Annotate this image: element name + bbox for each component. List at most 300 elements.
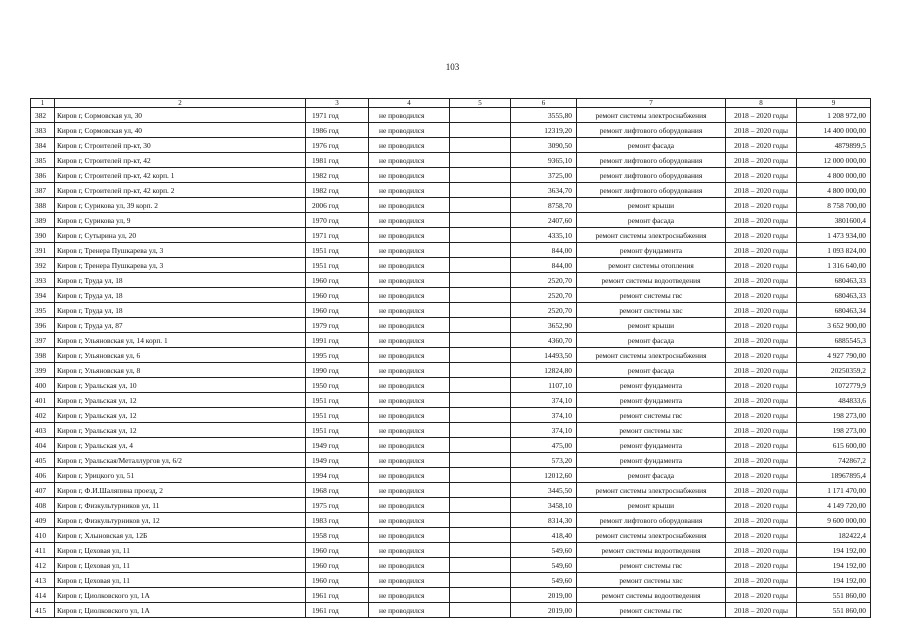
build-year-cell: 1960 год xyxy=(306,303,369,318)
work-type-cell: ремонт системы электроснабжения xyxy=(577,483,726,498)
address-cell: Киров г, Физкультурников ул, 12 xyxy=(55,513,306,528)
address-cell: Киров г, Ульяновская ул, 8 xyxy=(55,363,306,378)
area-cell: 3652,90 xyxy=(511,318,577,333)
last-repair-cell: не проводился xyxy=(369,573,450,588)
area-cell: 2520,70 xyxy=(511,303,577,318)
row-number: 408 xyxy=(31,498,55,513)
cost-cell: 14 400 000,00 xyxy=(797,123,871,138)
row-number: 397 xyxy=(31,333,55,348)
row-number: 386 xyxy=(31,168,55,183)
work-type-cell: ремонт системы гвс xyxy=(577,288,726,303)
last-repair-cell: не проводился xyxy=(369,393,450,408)
row-number: 406 xyxy=(31,468,55,483)
address-cell: Киров г, Уральская ул, 12 xyxy=(55,423,306,438)
last-repair-cell: не проводился xyxy=(369,528,450,543)
area-cell: 549,60 xyxy=(511,558,577,573)
last-repair-cell: не проводился xyxy=(369,138,450,153)
period-cell: 2018 – 2020 годы xyxy=(726,423,797,438)
capital-repair-table xyxy=(30,98,871,618)
row-number: 394 xyxy=(31,288,55,303)
row-number: 405 xyxy=(31,453,55,468)
last-repair-cell: не проводился xyxy=(369,318,450,333)
period-cell: 2018 – 2020 годы xyxy=(726,363,797,378)
area-cell: 4335,10 xyxy=(511,228,577,243)
table-row xyxy=(31,333,871,348)
empty-cell xyxy=(450,588,511,603)
period-cell: 2018 – 2020 годы xyxy=(726,108,797,123)
cost-cell: 680463,34 xyxy=(797,303,871,318)
empty-cell xyxy=(450,483,511,498)
area-cell: 4360,70 xyxy=(511,333,577,348)
cost-cell: 1 093 824,00 xyxy=(797,243,871,258)
work-type-cell: ремонт крыши xyxy=(577,198,726,213)
last-repair-cell: не проводился xyxy=(369,153,450,168)
last-repair-cell: не проводился xyxy=(369,558,450,573)
build-year-cell: 1995 год xyxy=(306,348,369,363)
empty-cell xyxy=(450,333,511,348)
cost-cell: 182422,4 xyxy=(797,528,871,543)
table-row xyxy=(31,273,871,288)
period-cell: 2018 – 2020 годы xyxy=(726,243,797,258)
row-number: 382 xyxy=(31,108,55,123)
work-type-cell: ремонт лифтового оборудования xyxy=(577,513,726,528)
row-number: 411 xyxy=(31,543,55,558)
table-row xyxy=(31,288,871,303)
area-cell: 573,20 xyxy=(511,453,577,468)
cost-cell: 12 000 000,00 xyxy=(797,153,871,168)
row-number: 392 xyxy=(31,258,55,273)
cost-cell: 18967895,4 xyxy=(797,468,871,483)
cost-cell: 6885545,3 xyxy=(797,333,871,348)
build-year-cell: 1960 год xyxy=(306,288,369,303)
empty-cell xyxy=(450,258,511,273)
period-cell: 2018 – 2020 годы xyxy=(726,378,797,393)
work-type-cell: ремонт фасада xyxy=(577,363,726,378)
address-cell: Киров г, Ульяновская ул, 14 корп. 1 xyxy=(55,333,306,348)
last-repair-cell: не проводился xyxy=(369,513,450,528)
cost-cell: 3801600,4 xyxy=(797,213,871,228)
cost-cell: 194 192,00 xyxy=(797,573,871,588)
row-number: 410 xyxy=(31,528,55,543)
column-header: 5 xyxy=(450,99,511,108)
period-cell: 2018 – 2020 годы xyxy=(726,273,797,288)
work-type-cell: ремонт системы гвс xyxy=(577,558,726,573)
empty-cell xyxy=(450,228,511,243)
row-number: 393 xyxy=(31,273,55,288)
empty-cell xyxy=(450,408,511,423)
table-row xyxy=(31,573,871,588)
address-cell: Киров г, Тренера Пушкарева ул, 3 xyxy=(55,243,306,258)
period-cell: 2018 – 2020 годы xyxy=(726,213,797,228)
period-cell: 2018 – 2020 годы xyxy=(726,603,797,618)
last-repair-cell: не проводился xyxy=(369,333,450,348)
build-year-cell: 1986 год xyxy=(306,123,369,138)
empty-cell xyxy=(450,528,511,543)
build-year-cell: 1981 год xyxy=(306,153,369,168)
empty-cell xyxy=(450,513,511,528)
last-repair-cell: не проводился xyxy=(369,603,450,618)
work-type-cell: ремонт крыши xyxy=(577,318,726,333)
table-row xyxy=(31,213,871,228)
address-cell: Киров г, Сутырина ул, 20 xyxy=(55,228,306,243)
build-year-cell: 1971 год xyxy=(306,108,369,123)
period-cell: 2018 – 2020 годы xyxy=(726,138,797,153)
cost-cell: 194 192,00 xyxy=(797,543,871,558)
build-year-cell: 1994 год xyxy=(306,468,369,483)
area-cell: 3555,80 xyxy=(511,108,577,123)
cost-cell: 680463,33 xyxy=(797,273,871,288)
area-cell: 2019,00 xyxy=(511,603,577,618)
work-type-cell: ремонт системы отопления xyxy=(577,258,726,273)
period-cell: 2018 – 2020 годы xyxy=(726,573,797,588)
empty-cell xyxy=(450,378,511,393)
address-cell: Киров г, Цеховая ул, 11 xyxy=(55,573,306,588)
table-row xyxy=(31,393,871,408)
address-cell: Киров г, Уральская/Металлургов ул, 6/2 xyxy=(55,453,306,468)
work-type-cell: ремонт лифтового оборудования xyxy=(577,123,726,138)
build-year-cell: 1960 год xyxy=(306,273,369,288)
column-header: 3 xyxy=(306,99,369,108)
cost-cell: 4 927 790,00 xyxy=(797,348,871,363)
address-cell: Киров г, Цеховая ул, 11 xyxy=(55,558,306,573)
area-cell: 12319,20 xyxy=(511,123,577,138)
address-cell: Киров г, Уральская ул, 10 xyxy=(55,378,306,393)
area-cell: 844,00 xyxy=(511,258,577,273)
table-row xyxy=(31,408,871,423)
table-row xyxy=(31,453,871,468)
address-cell: Киров г, Труда ул, 87 xyxy=(55,318,306,333)
last-repair-cell: не проводился xyxy=(369,183,450,198)
work-type-cell: ремонт фасада xyxy=(577,333,726,348)
table-row xyxy=(31,123,871,138)
cost-cell: 3 652 900,00 xyxy=(797,318,871,333)
page-number: 103 xyxy=(445,62,460,72)
empty-cell xyxy=(450,423,511,438)
build-year-cell: 1949 год xyxy=(306,438,369,453)
column-header: 2 xyxy=(55,99,306,108)
last-repair-cell: не проводился xyxy=(369,408,450,423)
area-cell: 3445,50 xyxy=(511,483,577,498)
area-cell: 8314,30 xyxy=(511,513,577,528)
build-year-cell: 1968 год xyxy=(306,483,369,498)
empty-cell xyxy=(450,363,511,378)
area-cell: 12824,80 xyxy=(511,363,577,378)
period-cell: 2018 – 2020 годы xyxy=(726,453,797,468)
address-cell: Киров г, Цеховая ул, 11 xyxy=(55,543,306,558)
row-number: 395 xyxy=(31,303,55,318)
area-cell: 374,10 xyxy=(511,393,577,408)
empty-cell xyxy=(450,153,511,168)
period-cell: 2018 – 2020 годы xyxy=(726,468,797,483)
row-number: 388 xyxy=(31,198,55,213)
empty-cell xyxy=(450,603,511,618)
cost-cell: 198 273,00 xyxy=(797,423,871,438)
build-year-cell: 1982 год xyxy=(306,168,369,183)
area-cell: 475,00 xyxy=(511,438,577,453)
empty-cell xyxy=(450,213,511,228)
empty-cell xyxy=(450,348,511,363)
build-year-cell: 1960 год xyxy=(306,558,369,573)
cost-cell: 484833,6 xyxy=(797,393,871,408)
work-type-cell: ремонт фундамента xyxy=(577,438,726,453)
last-repair-cell: не проводился xyxy=(369,438,450,453)
work-type-cell: ремонт фасада xyxy=(577,468,726,483)
build-year-cell: 1991 год xyxy=(306,333,369,348)
work-type-cell: ремонт системы электроснабжения xyxy=(577,348,726,363)
address-cell: Киров г, Ф.И.Шаляпина проезд, 2 xyxy=(55,483,306,498)
period-cell: 2018 – 2020 годы xyxy=(726,393,797,408)
area-cell: 2019,00 xyxy=(511,588,577,603)
row-number: 389 xyxy=(31,213,55,228)
cost-cell: 742867,2 xyxy=(797,453,871,468)
period-cell: 2018 – 2020 годы xyxy=(726,528,797,543)
period-cell: 2018 – 2020 годы xyxy=(726,198,797,213)
address-cell: Киров г, Уральская ул, 12 xyxy=(55,408,306,423)
build-year-cell: 1958 год xyxy=(306,528,369,543)
area-cell: 549,60 xyxy=(511,573,577,588)
last-repair-cell: не проводился xyxy=(369,213,450,228)
row-number: 402 xyxy=(31,408,55,423)
address-cell: Киров г, Уральская ул, 12 xyxy=(55,393,306,408)
empty-cell xyxy=(450,273,511,288)
last-repair-cell: не проводился xyxy=(369,288,450,303)
address-cell: Киров г, Сурикова ул, 9 xyxy=(55,213,306,228)
area-cell: 3458,10 xyxy=(511,498,577,513)
empty-cell xyxy=(450,138,511,153)
address-cell: Киров г, Урицкого ул, 51 xyxy=(55,468,306,483)
work-type-cell: ремонт лифтового оборудования xyxy=(577,168,726,183)
table-row xyxy=(31,513,871,528)
area-cell: 374,10 xyxy=(511,423,577,438)
table-row xyxy=(31,243,871,258)
build-year-cell: 1951 год xyxy=(306,408,369,423)
row-number: 401 xyxy=(31,393,55,408)
row-number: 399 xyxy=(31,363,55,378)
table-row xyxy=(31,108,871,123)
build-year-cell: 1951 год xyxy=(306,258,369,273)
empty-cell xyxy=(450,468,511,483)
area-cell: 1107,10 xyxy=(511,378,577,393)
empty-cell xyxy=(450,123,511,138)
period-cell: 2018 – 2020 годы xyxy=(726,513,797,528)
build-year-cell: 1950 год xyxy=(306,378,369,393)
work-type-cell: ремонт системы хвс xyxy=(577,303,726,318)
work-type-cell: ремонт системы электроснабжения xyxy=(577,108,726,123)
last-repair-cell: не проводился xyxy=(369,123,450,138)
column-header: 8 xyxy=(726,99,797,108)
build-year-cell: 1971 год xyxy=(306,228,369,243)
table-row xyxy=(31,378,871,393)
cost-cell: 198 273,00 xyxy=(797,408,871,423)
cost-cell: 680463,33 xyxy=(797,288,871,303)
address-cell: Киров г, Уральская ул, 4 xyxy=(55,438,306,453)
area-cell: 2520,70 xyxy=(511,288,577,303)
empty-cell xyxy=(450,543,511,558)
period-cell: 2018 – 2020 годы xyxy=(726,288,797,303)
cost-cell: 551 860,00 xyxy=(797,603,871,618)
work-type-cell: ремонт системы водоотведения xyxy=(577,273,726,288)
row-number: 391 xyxy=(31,243,55,258)
table-row xyxy=(31,603,871,618)
row-number: 385 xyxy=(31,153,55,168)
area-cell: 418,40 xyxy=(511,528,577,543)
last-repair-cell: не проводился xyxy=(369,273,450,288)
cost-cell: 4879899,5 xyxy=(797,138,871,153)
last-repair-cell: не проводился xyxy=(369,378,450,393)
address-cell: Киров г, Циолковского ул, 1А xyxy=(55,603,306,618)
cost-cell: 1 208 972,00 xyxy=(797,108,871,123)
table-row xyxy=(31,438,871,453)
empty-cell xyxy=(450,168,511,183)
area-cell: 3090,50 xyxy=(511,138,577,153)
area-cell: 14493,50 xyxy=(511,348,577,363)
column-header: 6 xyxy=(511,99,577,108)
table-row xyxy=(31,303,871,318)
table-row xyxy=(31,423,871,438)
area-cell: 844,00 xyxy=(511,243,577,258)
build-year-cell: 1960 год xyxy=(306,573,369,588)
work-type-cell: ремонт системы водоотведения xyxy=(577,588,726,603)
cost-cell: 615 600,00 xyxy=(797,438,871,453)
address-cell: Киров г, Строителей пр-кт, 42 корп. 1 xyxy=(55,168,306,183)
empty-cell xyxy=(450,438,511,453)
period-cell: 2018 – 2020 годы xyxy=(726,168,797,183)
empty-cell xyxy=(450,573,511,588)
last-repair-cell: не проводился xyxy=(369,303,450,318)
table-row xyxy=(31,528,871,543)
build-year-cell: 1970 год xyxy=(306,213,369,228)
row-number: 403 xyxy=(31,423,55,438)
work-type-cell: ремонт фундамента xyxy=(577,453,726,468)
last-repair-cell: не проводился xyxy=(369,453,450,468)
build-year-cell: 1951 год xyxy=(306,423,369,438)
address-cell: Киров г, Сормовская ул, 40 xyxy=(55,123,306,138)
cost-cell: 9 600 000,00 xyxy=(797,513,871,528)
last-repair-cell: не проводился xyxy=(369,543,450,558)
build-year-cell: 1982 год xyxy=(306,183,369,198)
cost-cell: 1 316 640,00 xyxy=(797,258,871,273)
last-repair-cell: не проводился xyxy=(369,348,450,363)
cost-cell: 4 800 000,00 xyxy=(797,183,871,198)
last-repair-cell: не проводился xyxy=(369,423,450,438)
row-number: 396 xyxy=(31,318,55,333)
area-cell: 374,10 xyxy=(511,408,577,423)
empty-cell xyxy=(450,243,511,258)
period-cell: 2018 – 2020 годы xyxy=(726,153,797,168)
build-year-cell: 1951 год xyxy=(306,393,369,408)
period-cell: 2018 – 2020 годы xyxy=(726,483,797,498)
empty-cell xyxy=(450,318,511,333)
last-repair-cell: не проводился xyxy=(369,468,450,483)
build-year-cell: 1961 год xyxy=(306,603,369,618)
period-cell: 2018 – 2020 годы xyxy=(726,348,797,363)
table-row xyxy=(31,363,871,378)
work-type-cell: ремонт фундамента xyxy=(577,393,726,408)
table-row xyxy=(31,258,871,273)
empty-cell xyxy=(450,453,511,468)
area-cell: 9365,10 xyxy=(511,153,577,168)
address-cell: Киров г, Циолковского ул, 1А xyxy=(55,588,306,603)
row-number: 413 xyxy=(31,573,55,588)
area-cell: 12012,60 xyxy=(511,468,577,483)
work-type-cell: ремонт фундамента xyxy=(577,378,726,393)
area-cell: 3634,70 xyxy=(511,183,577,198)
row-number: 412 xyxy=(31,558,55,573)
area-cell: 2520,70 xyxy=(511,273,577,288)
empty-cell xyxy=(450,198,511,213)
cost-cell: 1072779,9 xyxy=(797,378,871,393)
table-row xyxy=(31,468,871,483)
cost-cell: 4 149 720,00 xyxy=(797,498,871,513)
row-number: 387 xyxy=(31,183,55,198)
build-year-cell: 1983 год xyxy=(306,513,369,528)
cost-cell: 1 171 470,00 xyxy=(797,483,871,498)
work-type-cell: ремонт лифтового оборудования xyxy=(577,183,726,198)
last-repair-cell: не проводился xyxy=(369,198,450,213)
area-cell: 8758,70 xyxy=(511,198,577,213)
address-cell: Киров г, Строителей пр-кт, 42 корп. 2 xyxy=(55,183,306,198)
work-type-cell: ремонт системы электроснабжения xyxy=(577,228,726,243)
period-cell: 2018 – 2020 годы xyxy=(726,408,797,423)
address-cell: Киров г, Труда ул, 18 xyxy=(55,273,306,288)
build-year-cell: 1979 год xyxy=(306,318,369,333)
period-cell: 2018 – 2020 годы xyxy=(726,543,797,558)
table-row xyxy=(31,588,871,603)
work-type-cell: ремонт системы электроснабжения xyxy=(577,528,726,543)
empty-cell xyxy=(450,108,511,123)
period-cell: 2018 – 2020 годы xyxy=(726,258,797,273)
table-row xyxy=(31,318,871,333)
empty-cell xyxy=(450,393,511,408)
empty-cell xyxy=(450,303,511,318)
empty-cell xyxy=(450,183,511,198)
build-year-cell: 1976 год xyxy=(306,138,369,153)
work-type-cell: ремонт системы гвс xyxy=(577,408,726,423)
period-cell: 2018 – 2020 годы xyxy=(726,303,797,318)
work-type-cell: ремонт лифтового оборудования xyxy=(577,153,726,168)
area-cell: 3725,00 xyxy=(511,168,577,183)
table-row xyxy=(31,198,871,213)
row-number: 404 xyxy=(31,438,55,453)
empty-cell xyxy=(450,288,511,303)
last-repair-cell: не проводился xyxy=(369,483,450,498)
cost-cell: 20250359,2 xyxy=(797,363,871,378)
row-number: 398 xyxy=(31,348,55,363)
last-repair-cell: не проводился xyxy=(369,258,450,273)
period-cell: 2018 – 2020 годы xyxy=(726,498,797,513)
row-number: 383 xyxy=(31,123,55,138)
period-cell: 2018 – 2020 годы xyxy=(726,438,797,453)
last-repair-cell: не проводился xyxy=(369,363,450,378)
build-year-cell: 2006 год xyxy=(306,198,369,213)
last-repair-cell: не проводился xyxy=(369,498,450,513)
empty-cell xyxy=(450,558,511,573)
empty-cell xyxy=(450,498,511,513)
row-number: 400 xyxy=(31,378,55,393)
table-row xyxy=(31,183,871,198)
last-repair-cell: не проводился xyxy=(369,168,450,183)
work-type-cell: ремонт фасада xyxy=(577,138,726,153)
build-year-cell: 1975 год xyxy=(306,498,369,513)
last-repair-cell: не проводился xyxy=(369,588,450,603)
work-type-cell: ремонт фасада xyxy=(577,213,726,228)
work-type-cell: ремонт фундамента xyxy=(577,243,726,258)
column-header: 4 xyxy=(369,99,450,108)
cost-cell: 8 758 700,00 xyxy=(797,198,871,213)
address-cell: Киров г, Сормовская ул, 30 xyxy=(55,108,306,123)
work-type-cell: ремонт системы хвс xyxy=(577,423,726,438)
area-cell: 549,60 xyxy=(511,543,577,558)
